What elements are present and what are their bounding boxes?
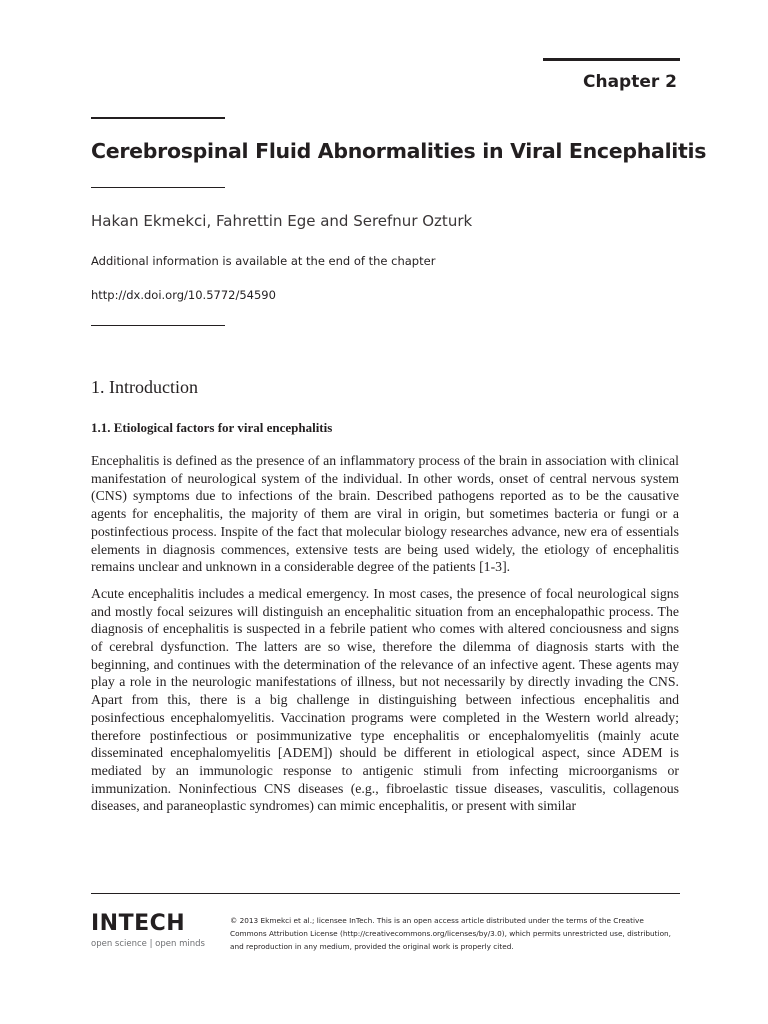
additional-info: Additional information is available at the end of the chapter (91, 254, 436, 268)
chapter-title: Cerebrospinal Fluid Abnormalities in Viral Encephalitis (91, 139, 707, 163)
author-list: Hakan Ekmekci, Fahrettin Ege and Serefnur Ozturk (91, 212, 473, 230)
license-notice: © 2013 Ekmekci et al.; licensee InTech. This is an open access article distributed under the terms of the Creative Commons Attribution License (http://creativecommons.org/licenses/by/3.0), which permits unrestricted use, distribution, and reproduction in any medium, provided the original work is properly cited. (230, 916, 671, 951)
section-heading: 1. Introduction (91, 377, 198, 397)
paragraph: Encephalitis is defined as the presence of an inflammatory process of the brain in association with clinical manifestation of neurological system of the individual. In other words, onset of central nervous system (CNS) symptoms due to infections of the brain. Described pathogens reported as to be the causative agents for encephalitis, the majority of them are viral in origin, but sometimes bacteria or fungi or a postinfectious process. Inspite of the fact that molecular biology researches advance, new era of essentials elements in diagnosis commences, extensive tests are being used widely, the etiology of encephalitis remains unclear and unknown in a considerable degree of the patients [1-3]. (91, 453, 679, 575)
body-text (91, 452, 679, 824)
subsection-heading: 1.1. Etiological factors for viral encephalitis (91, 420, 333, 435)
doi-link[interactable]: http://dx.doi.org/10.5772/54590 (91, 288, 276, 302)
logo-tagline: open science | open minds (91, 939, 205, 949)
chapter-label: Chapter 2 (582, 72, 677, 92)
paragraph: Acute encephalitis includes a medical emergency. In most cases, the presence of focal neurological signs and mostly focal seizures will distinguish an encephalitic situation from an encephalopathic process. The diagnosis of encephalitis is suspected in a febrile patient who comes with altered conciousness and signs of cerebral dysfunction. The latters are so wise, therefore the dilemma of diagnosis starts with the beginning, and continues with the determination of the relevance of an infective agent. These agents may play a role in the neurologic manifestations of illness, but not necessarily by directly invading the CNS. Apart from this, there is a big challenge in distinguishing between infectious encephalitis and posinfectious encephalomyelitis. Vaccination programs were completed in the Western world already; therefore postinfectious or posimmunizative type encephalitis or encephalomyelitis (mainly acute disseminated encephalomyelitis [ADEM]) should be different in etiological aspect, since ADEM is mediated by an immunologic response to antigenic stimuli from infecting microorganisms or immunization. Noninfectious CNS diseases (e.g., fibroelastic tissue diseases, vasculitis, collagenous diseases, and paraneoplastic syndromes) can mimic encephalitis, or present with similar (91, 585, 679, 814)
intech-logo: INTECH (91, 911, 186, 936)
footer-rule (91, 893, 680, 894)
